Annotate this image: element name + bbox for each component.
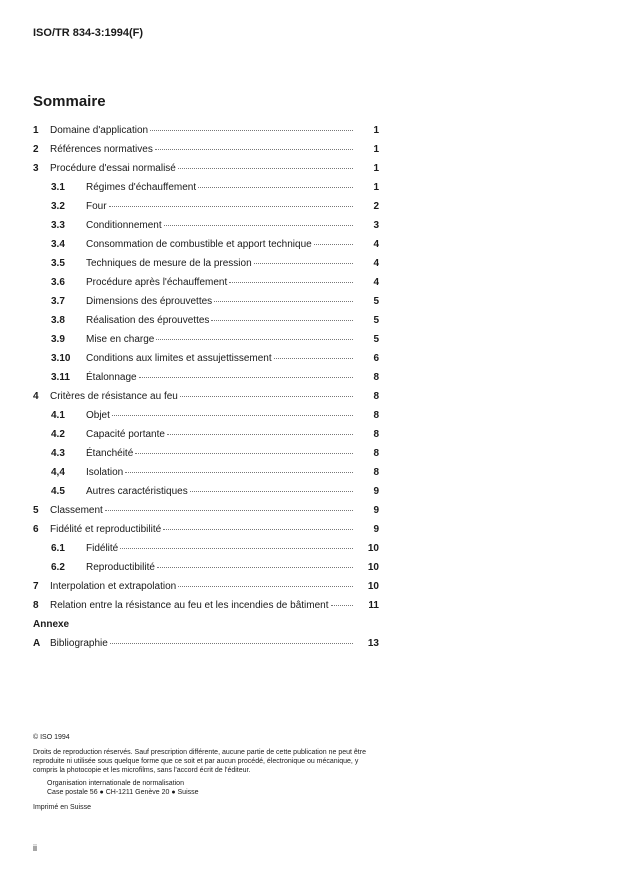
page-title: Sommaire	[33, 93, 106, 110]
toc-entry[interactable]	[0, 142, 619, 161]
toc-entry-text	[86, 410, 356, 421]
dot-leader	[167, 434, 353, 435]
toc-entry-number: 3.7	[51, 296, 65, 307]
toc-entry-page: 10	[367, 581, 379, 592]
toc-entry[interactable]	[0, 541, 619, 560]
toc-entry-label: Critères de résistance au feu	[50, 391, 178, 402]
dot-leader	[164, 225, 353, 226]
dot-leader	[112, 415, 353, 416]
organization-address: Case postale 56 ● CH-1211 Genève 20 ● Suisse	[47, 789, 199, 796]
toc-entry-text	[50, 125, 356, 136]
toc-entry-number: 6	[33, 524, 39, 535]
toc-entry-page: 8	[373, 410, 379, 421]
toc-entry-number: 3.9	[51, 334, 65, 345]
toc-entry[interactable]	[0, 579, 619, 598]
toc-entry-label: Références normatives	[50, 144, 153, 155]
toc-entry-text	[50, 505, 356, 516]
toc-entry[interactable]	[0, 636, 619, 655]
toc-entry-label: Relation entre la résistance au feu et les incendies de bâtiment	[50, 600, 329, 611]
toc-entry-page: 10	[367, 543, 379, 554]
toc-entry-page: 2	[373, 201, 379, 212]
dot-leader	[274, 358, 353, 359]
toc-entry[interactable]	[0, 313, 619, 332]
dot-leader	[178, 586, 353, 587]
toc-entry[interactable]	[0, 123, 619, 142]
toc-entry-label: Procédure d'essai normalisé	[50, 163, 176, 174]
toc-entry-text	[86, 239, 356, 250]
toc-entry-number: 4,4	[51, 467, 65, 478]
annex-heading-label: Annexe	[33, 619, 70, 630]
toc-entry-text	[86, 201, 356, 212]
dot-leader	[211, 320, 353, 321]
toc-entry-label: Reproductibilité	[86, 562, 155, 573]
toc-entry-number: 4.2	[51, 429, 65, 440]
organization-block	[33, 779, 383, 797]
dot-leader	[155, 149, 353, 150]
dot-leader	[198, 187, 353, 188]
dot-leader	[139, 377, 353, 378]
toc-entry-label: Four	[86, 201, 107, 212]
toc-entry-number: 4.5	[51, 486, 65, 497]
toc-entry-text	[86, 277, 356, 288]
rights-statement: Droits de reproduction réservés. Sauf prescription différente, aucune partie de cette publication ne peut être reproduite ni utilisée sous quelque forme que ce soit et par aucun procédé, électronique ou mécanique, y compris la photocopie et les microfilms, sans l'accord écrit de l'éditeur.	[33, 749, 366, 774]
toc-entry-text	[86, 258, 356, 269]
toc-entry-page: 8	[373, 372, 379, 383]
toc-entry-page: 4	[373, 258, 379, 269]
toc-entry[interactable]	[0, 427, 619, 446]
toc-entry-number: 3.8	[51, 315, 65, 326]
toc-entry-page: 9	[373, 486, 379, 497]
copyright-notice	[33, 733, 383, 812]
dot-leader	[157, 567, 353, 568]
toc-entry-text	[86, 486, 356, 497]
dot-leader	[190, 491, 353, 492]
table-of-contents	[0, 123, 619, 655]
toc-entry-page: 6	[373, 353, 379, 364]
toc-entry[interactable]	[0, 522, 619, 541]
printed-in: Imprimé en Suisse	[33, 804, 91, 811]
toc-entry[interactable]	[0, 161, 619, 180]
toc-entry-number: 4.3	[51, 448, 65, 459]
toc-entry-number: 3.4	[51, 239, 65, 250]
dot-leader	[314, 244, 353, 245]
toc-entry-label: Étalonnage	[86, 372, 137, 383]
toc-entry[interactable]	[0, 256, 619, 275]
toc-entry-number: 3	[33, 163, 39, 174]
toc-entry[interactable]	[0, 294, 619, 313]
toc-entry-page: 8	[373, 429, 379, 440]
dot-leader	[110, 643, 353, 644]
toc-entry[interactable]	[0, 180, 619, 199]
dot-leader	[180, 396, 353, 397]
toc-entry-number: 3.10	[51, 353, 71, 364]
toc-entry-text	[86, 182, 356, 193]
toc-entry-label: Consommation de combustible et apport technique	[86, 239, 312, 250]
toc-entry-text	[50, 144, 356, 155]
toc-entry-label: Autres caractéristiques	[86, 486, 188, 497]
toc-entry-label: Isolation	[86, 467, 124, 478]
toc-entry-page: 9	[373, 524, 379, 535]
dot-leader	[178, 168, 353, 169]
toc-entry-number: A	[33, 638, 41, 649]
toc-entry-number: 7	[33, 581, 39, 592]
toc-annex-list	[0, 636, 619, 655]
toc-entry-number: 4	[33, 391, 39, 402]
document-id: ISO/TR 834-3:1994(F)	[33, 27, 144, 39]
toc-entry-number: 8	[33, 600, 39, 611]
toc-entry-text	[86, 296, 356, 307]
toc-entry[interactable]	[0, 275, 619, 294]
toc-entry-page: 9	[373, 505, 379, 516]
toc-entry-page: 8	[373, 467, 379, 478]
toc-entry-label: Objet	[86, 410, 110, 421]
dot-leader	[120, 548, 353, 549]
toc-entry-number: 3.11	[51, 372, 70, 383]
toc-entry-label: Bibliographie	[50, 638, 108, 649]
toc-entry-text	[86, 220, 356, 231]
toc-entry[interactable]	[0, 370, 619, 389]
toc-entry-label: Domaine d'application	[50, 125, 149, 136]
toc-entry-label: Conditions aux limites et assujettissement	[86, 353, 272, 364]
dot-leader	[125, 472, 353, 473]
toc-entry-number: 1	[33, 125, 39, 136]
toc-entry-text	[86, 372, 356, 383]
dot-leader	[105, 510, 353, 511]
dot-leader	[254, 263, 353, 264]
toc-entry-page: 1	[373, 182, 379, 193]
toc-entry-page: 1	[373, 163, 379, 174]
toc-entry-page: 5	[373, 315, 379, 326]
toc-entry-text	[86, 562, 356, 573]
copyright-line: © ISO 1994	[33, 734, 70, 741]
toc-entry-label: Procédure après l'échauffement	[86, 277, 228, 288]
toc-entry-label: Étanchéité	[86, 448, 134, 459]
toc-entry-page: 13	[367, 638, 379, 649]
toc-entry-label: Mise en charge	[86, 334, 155, 345]
toc-entry-number: 4.1	[51, 410, 65, 421]
toc-entry[interactable]	[0, 218, 619, 237]
toc-entry-label: Capacité portante	[86, 429, 165, 440]
toc-entry[interactable]	[0, 465, 619, 484]
toc-entry-page: 1	[373, 144, 379, 155]
dot-leader	[156, 339, 353, 340]
toc-entry-page: 4	[373, 277, 379, 288]
toc-entry-text	[50, 600, 356, 611]
toc-entry-number: 3.2	[51, 201, 65, 212]
toc-entry-text	[50, 581, 356, 592]
toc-entry-number: 3.1	[51, 182, 65, 193]
toc-entry[interactable]	[0, 332, 619, 351]
toc-entry-label: Fidélité	[86, 543, 119, 554]
toc-entry-page: 4	[373, 239, 379, 250]
toc-entry-page: 8	[373, 448, 379, 459]
toc-entry[interactable]	[0, 503, 619, 522]
toc-entry-label: Fidélité et reproductibilité	[50, 524, 162, 535]
toc-entry-label: Réalisation des éprouvettes	[86, 315, 210, 326]
page-number: ii	[33, 843, 37, 853]
toc-entry-text	[50, 163, 356, 174]
toc-entry-page: 1	[373, 125, 379, 136]
toc-entry-number: 3.5	[51, 258, 65, 269]
toc-entry-text	[86, 353, 356, 364]
toc-entry-page: 8	[373, 391, 379, 402]
toc-entry-number: 5	[33, 505, 39, 516]
toc-entry-number: 2	[33, 144, 39, 155]
toc-entry[interactable]	[0, 560, 619, 579]
dot-leader	[229, 282, 353, 283]
toc-entry-number: 3.3	[51, 220, 65, 231]
toc-entry-page: 11	[368, 600, 379, 611]
toc-entry[interactable]	[0, 484, 619, 503]
toc-entry-text	[50, 391, 356, 402]
toc-entry-text	[86, 429, 356, 440]
toc-entry[interactable]	[0, 389, 619, 408]
dot-leader	[109, 206, 353, 207]
toc-entry-text	[86, 448, 356, 459]
toc-entry-text	[50, 638, 356, 649]
toc-entry[interactable]	[0, 408, 619, 427]
toc-entry[interactable]	[0, 351, 619, 370]
organization-name: Organisation internationale de normalisation	[47, 780, 184, 787]
dot-leader	[150, 130, 353, 131]
toc-entry-page: 10	[367, 562, 379, 573]
toc-entry[interactable]	[0, 237, 619, 256]
toc-entry-text	[86, 334, 356, 345]
toc-entry-label: Régimes d'échauffement	[86, 182, 197, 193]
dot-leader	[135, 453, 353, 454]
toc-entry-label: Classement	[50, 505, 103, 516]
toc-entry-label: Techniques de mesure de la pression	[86, 258, 252, 269]
toc-entry-number: 6.2	[51, 562, 65, 573]
toc-entry-label: Conditionnement	[86, 220, 162, 231]
toc-entry-label: Dimensions des éprouvettes	[86, 296, 213, 307]
toc-entry[interactable]	[0, 446, 619, 465]
annex-heading	[0, 617, 619, 636]
toc-entry-text	[86, 467, 356, 478]
toc-entry[interactable]	[0, 199, 619, 218]
toc-entry-number: 3.6	[51, 277, 65, 288]
dot-leader	[163, 529, 353, 530]
toc-entry-text	[50, 524, 356, 535]
dot-leader	[214, 301, 353, 302]
toc-entry-text	[86, 315, 356, 326]
toc-entry-text	[86, 543, 356, 554]
toc-entry-page: 5	[373, 296, 379, 307]
toc-entry-label: Interpolation et extrapolation	[50, 581, 177, 592]
toc-entry-page: 3	[373, 220, 379, 231]
toc-main-list	[0, 123, 619, 617]
toc-entry-page: 5	[373, 334, 379, 345]
dot-leader	[331, 605, 353, 606]
toc-entry[interactable]	[0, 598, 619, 617]
toc-entry-number: 6.1	[51, 543, 65, 554]
